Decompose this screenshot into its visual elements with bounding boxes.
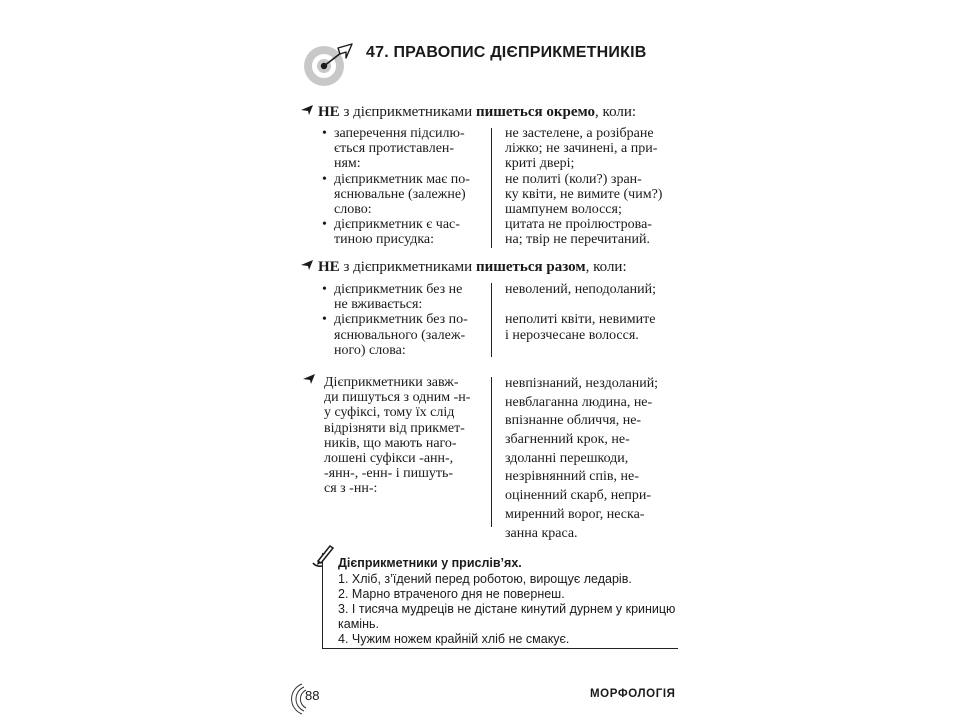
list-item: • заперечення підсилю- ється протиставлен- ням:: [322, 126, 465, 172]
proverbs-title: Дієприкметники у прислів’ях.: [338, 556, 522, 570]
column-divider: [491, 377, 492, 527]
rule2-examples: неволений, неподоланий; неполиті квіти, невимите і нерозчесане волосся.: [505, 282, 657, 343]
target-arrow-icon: [302, 40, 362, 90]
list-item: 2. Марно втраченого дня не повернеш.: [338, 587, 565, 601]
footer-section-title: МОРФОЛОГІЯ: [590, 688, 676, 700]
column-divider: [491, 283, 492, 357]
arrow-pointer-icon: [300, 104, 318, 121]
list-item: 4. Чужим ножем крайній хліб не смакує.: [338, 632, 570, 646]
rule3-examples: невпізнаний, нездоланий; невблаганна людина, не- впізнанне обличчя, не- збагненний крок, не- здоланні перешкоди, незрівнянний спів, не- оціненний скарб, непри- миренний ворог, неска- занна краса.: [505, 376, 659, 541]
list-item: 1. Хліб, з’їдений перед роботою, вирощує ледарів.: [338, 572, 632, 586]
section-title: 47. ПРАВОПИС ДІЄПРИКМЕТНИКІВ: [366, 44, 647, 61]
pen-icon: [310, 543, 336, 569]
page-number: 88: [305, 688, 320, 703]
list-item: • дієприкметник є час- тиною присудка:: [322, 217, 460, 248]
list-item: • дієприкметник без по- яснювального (залеж- ного) слова:: [322, 312, 468, 358]
list-item: • дієприкметник без не не вживається:: [322, 282, 463, 313]
rule3-text: Дієприкметники завж- ди пишуться з одним -н- у суфіксі, тому їх слід відрізняти від прикмет- ників, що мають наго- лошені суфікси -анн-, -янн-, -енн- і пишуть- ся з -нн-:: [324, 375, 471, 497]
list-item: камінь.: [338, 617, 379, 631]
rule2-conditions: [322, 282, 480, 358]
arrow-pointer-icon: [302, 372, 316, 390]
rule-heading-separate: НЕ з дієприкметниками пишеться окремо, коли:: [300, 104, 636, 121]
rule1-examples: не застелене, а розібране ліжко; не зачинені, а при- криті двері; не политі (коли?) зран- ку квіти, не вимите (чим?) шампунем волосся; цитата не проілюстрова- на; твір не перечитаний.: [505, 126, 663, 248]
arrow-pointer-icon: [300, 259, 318, 276]
list-item: 3. І тисяча мудреців не дістане кинутий дурнем у криницю: [338, 602, 676, 616]
list-item: • дієприкметник має по- яснювальне (залежне) слово:: [322, 171, 470, 218]
rule-heading-together: НЕ з дієприкметниками пишеться разом, коли:: [300, 259, 627, 276]
proverbs-list: [338, 572, 683, 647]
rule1-conditions: [322, 126, 480, 248]
column-divider: [491, 128, 492, 248]
